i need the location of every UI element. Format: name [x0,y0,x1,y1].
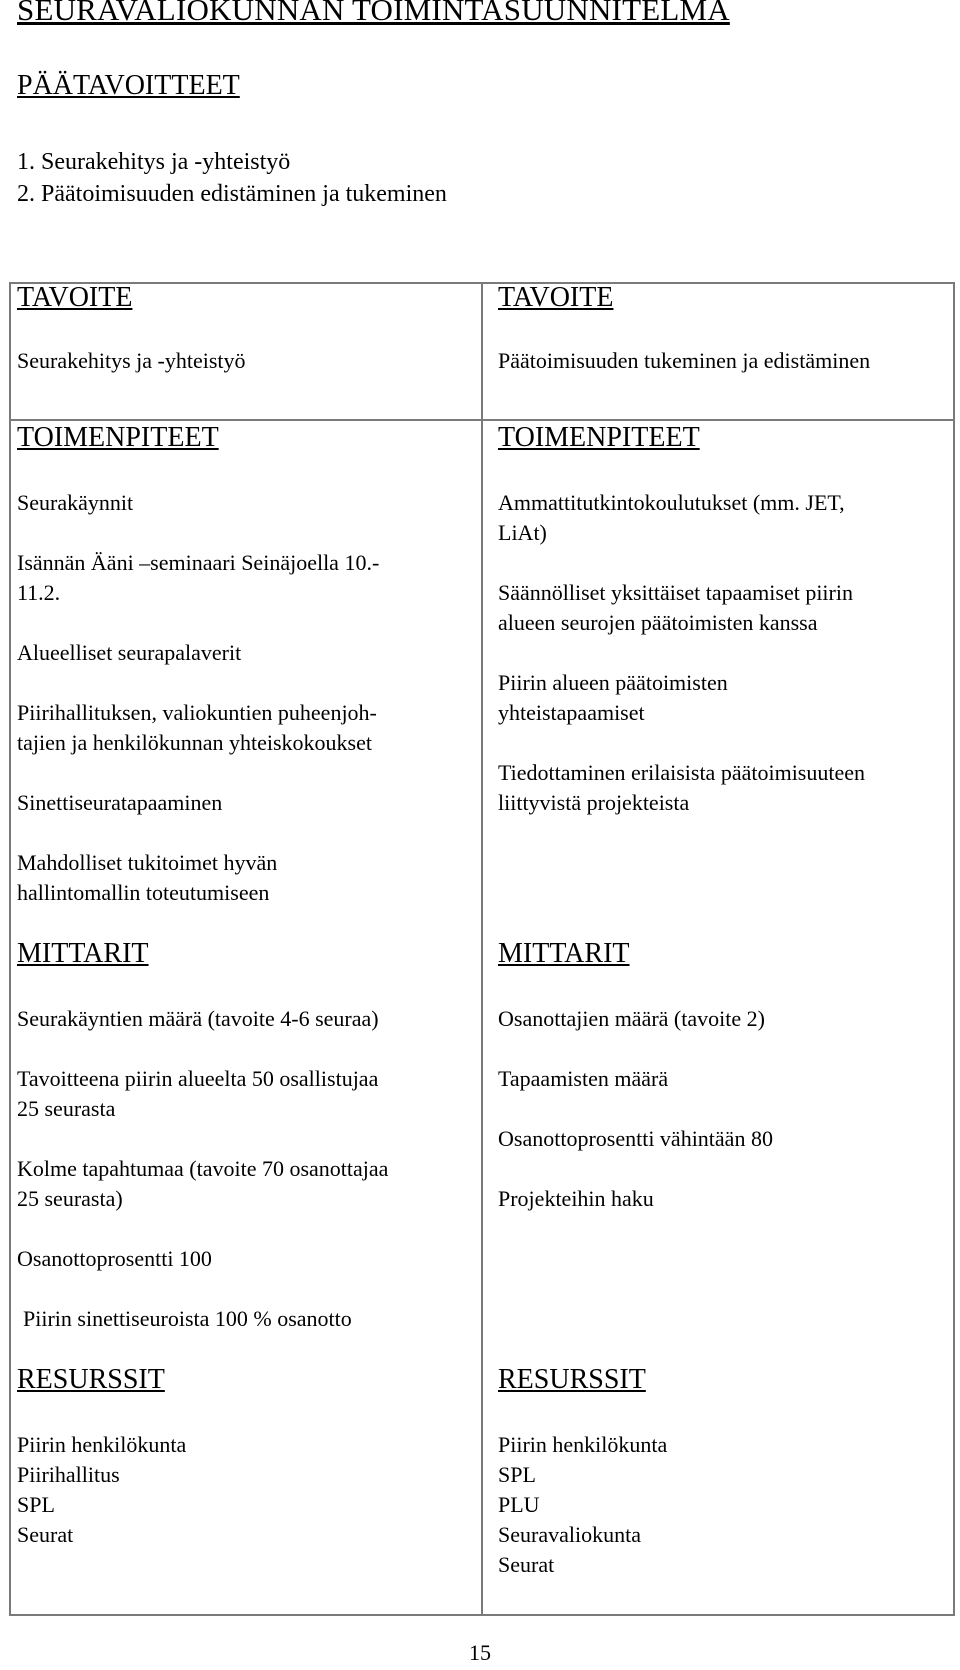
right-action: LiAt) [498,520,547,545]
right-resource: PLU [498,1492,540,1517]
right-action: Ammattitutkintokoulutukset (mm. JET, [498,490,845,515]
left-metric: Seurakäyntien määrä (tavoite 4-6 seuraa) [17,1006,379,1031]
left-action: 11.2. [17,580,61,605]
right-resource: Piirin henkilökunta [498,1432,668,1457]
left-action: Isännän Ääni –seminaari Seinäjoella 10.- [17,550,380,575]
left-action: tajien ja henkilökunnan yhteiskokoukset [17,730,372,755]
left-action: Seurakäynnit [17,490,134,515]
page-number: 15 [469,1640,491,1665]
right-resource: SPL [498,1462,536,1487]
left-metric: Osanottoprosentti 100 [17,1246,212,1271]
right-metric: Osanottajien määrä (tavoite 2) [498,1006,765,1031]
left-goal-heading: TAVOITE [17,282,133,313]
left-metric: 25 seurasta [17,1096,116,1121]
page-title: SEURAVALIOKUNNAN TOIMINTASUUNNITELMA [17,0,730,27]
right-resource: Seuravaliokunta [498,1522,641,1547]
right-action: Tiedottaminen erilaisista päätoimisuuteen [498,760,866,785]
left-metric: 25 seurasta) [17,1186,123,1211]
column-divider [481,282,483,1616]
main-goal-item: 1. Seurakehitys ja -yhteistyö [17,149,291,175]
left-actions-heading: TOIMENPITEET [17,422,219,453]
row-divider [9,419,955,421]
left-resources-heading: RESURSSIT [17,1364,165,1395]
left-action: Alueelliset seurapalaverit [17,640,242,665]
left-action: hallintomallin toteutumiseen [17,880,270,905]
left-metrics-heading: MITTARIT [17,938,149,969]
left-metric: Tavoitteena piirin alueelta 50 osallistujaa [17,1066,379,1091]
right-metric: Tapaamisten määrä [498,1066,669,1091]
left-action: Mahdolliset tukitoimet hyvän [17,850,278,875]
left-goal: Seurakehitys ja -yhteistyö [17,348,246,373]
right-action: liittyvistä projekteista [498,790,690,815]
left-resource: SPL [17,1492,55,1517]
left-action: Piirihallituksen, valiokuntien puheenjoh- [17,700,377,725]
right-resource: Seurat [498,1552,555,1577]
left-resource: Piirihallitus [17,1462,120,1487]
right-metric: Projekteihin haku [498,1186,654,1211]
left-metric: Piirin sinettiseuroista 100 % osanotto [23,1306,352,1331]
right-action: Piirin alueen päätoimisten [498,670,728,695]
left-resource: Piirin henkilökunta [17,1432,187,1457]
main-goals-heading: PÄÄTAVOITTEET [17,70,240,101]
right-resources-heading: RESURSSIT [498,1364,646,1395]
left-resource: Seurat [17,1522,74,1547]
right-action: yhteistapaamiset [498,700,645,725]
left-metric: Kolme tapahtumaa (tavoite 70 osanottajaa [17,1156,389,1181]
right-actions-heading: TOIMENPITEET [498,422,700,453]
right-goal: Päätoimisuuden tukeminen ja edistäminen [498,348,871,373]
left-action: Sinettiseuratapaaminen [17,790,223,815]
right-action: alueen seurojen päätoimisten kanssa [498,610,818,635]
right-action: Säännölliset yksittäiset tapaamiset piirin [498,580,853,605]
right-metric: Osanottoprosentti vähintään 80 [498,1126,773,1151]
main-goal-item: 2. Päätoimisuuden edistäminen ja tukeminen [17,181,447,207]
main-goals-list [17,146,447,210]
right-metrics-heading: MITTARIT [498,938,630,969]
right-goal-heading: TAVOITE [498,282,614,313]
